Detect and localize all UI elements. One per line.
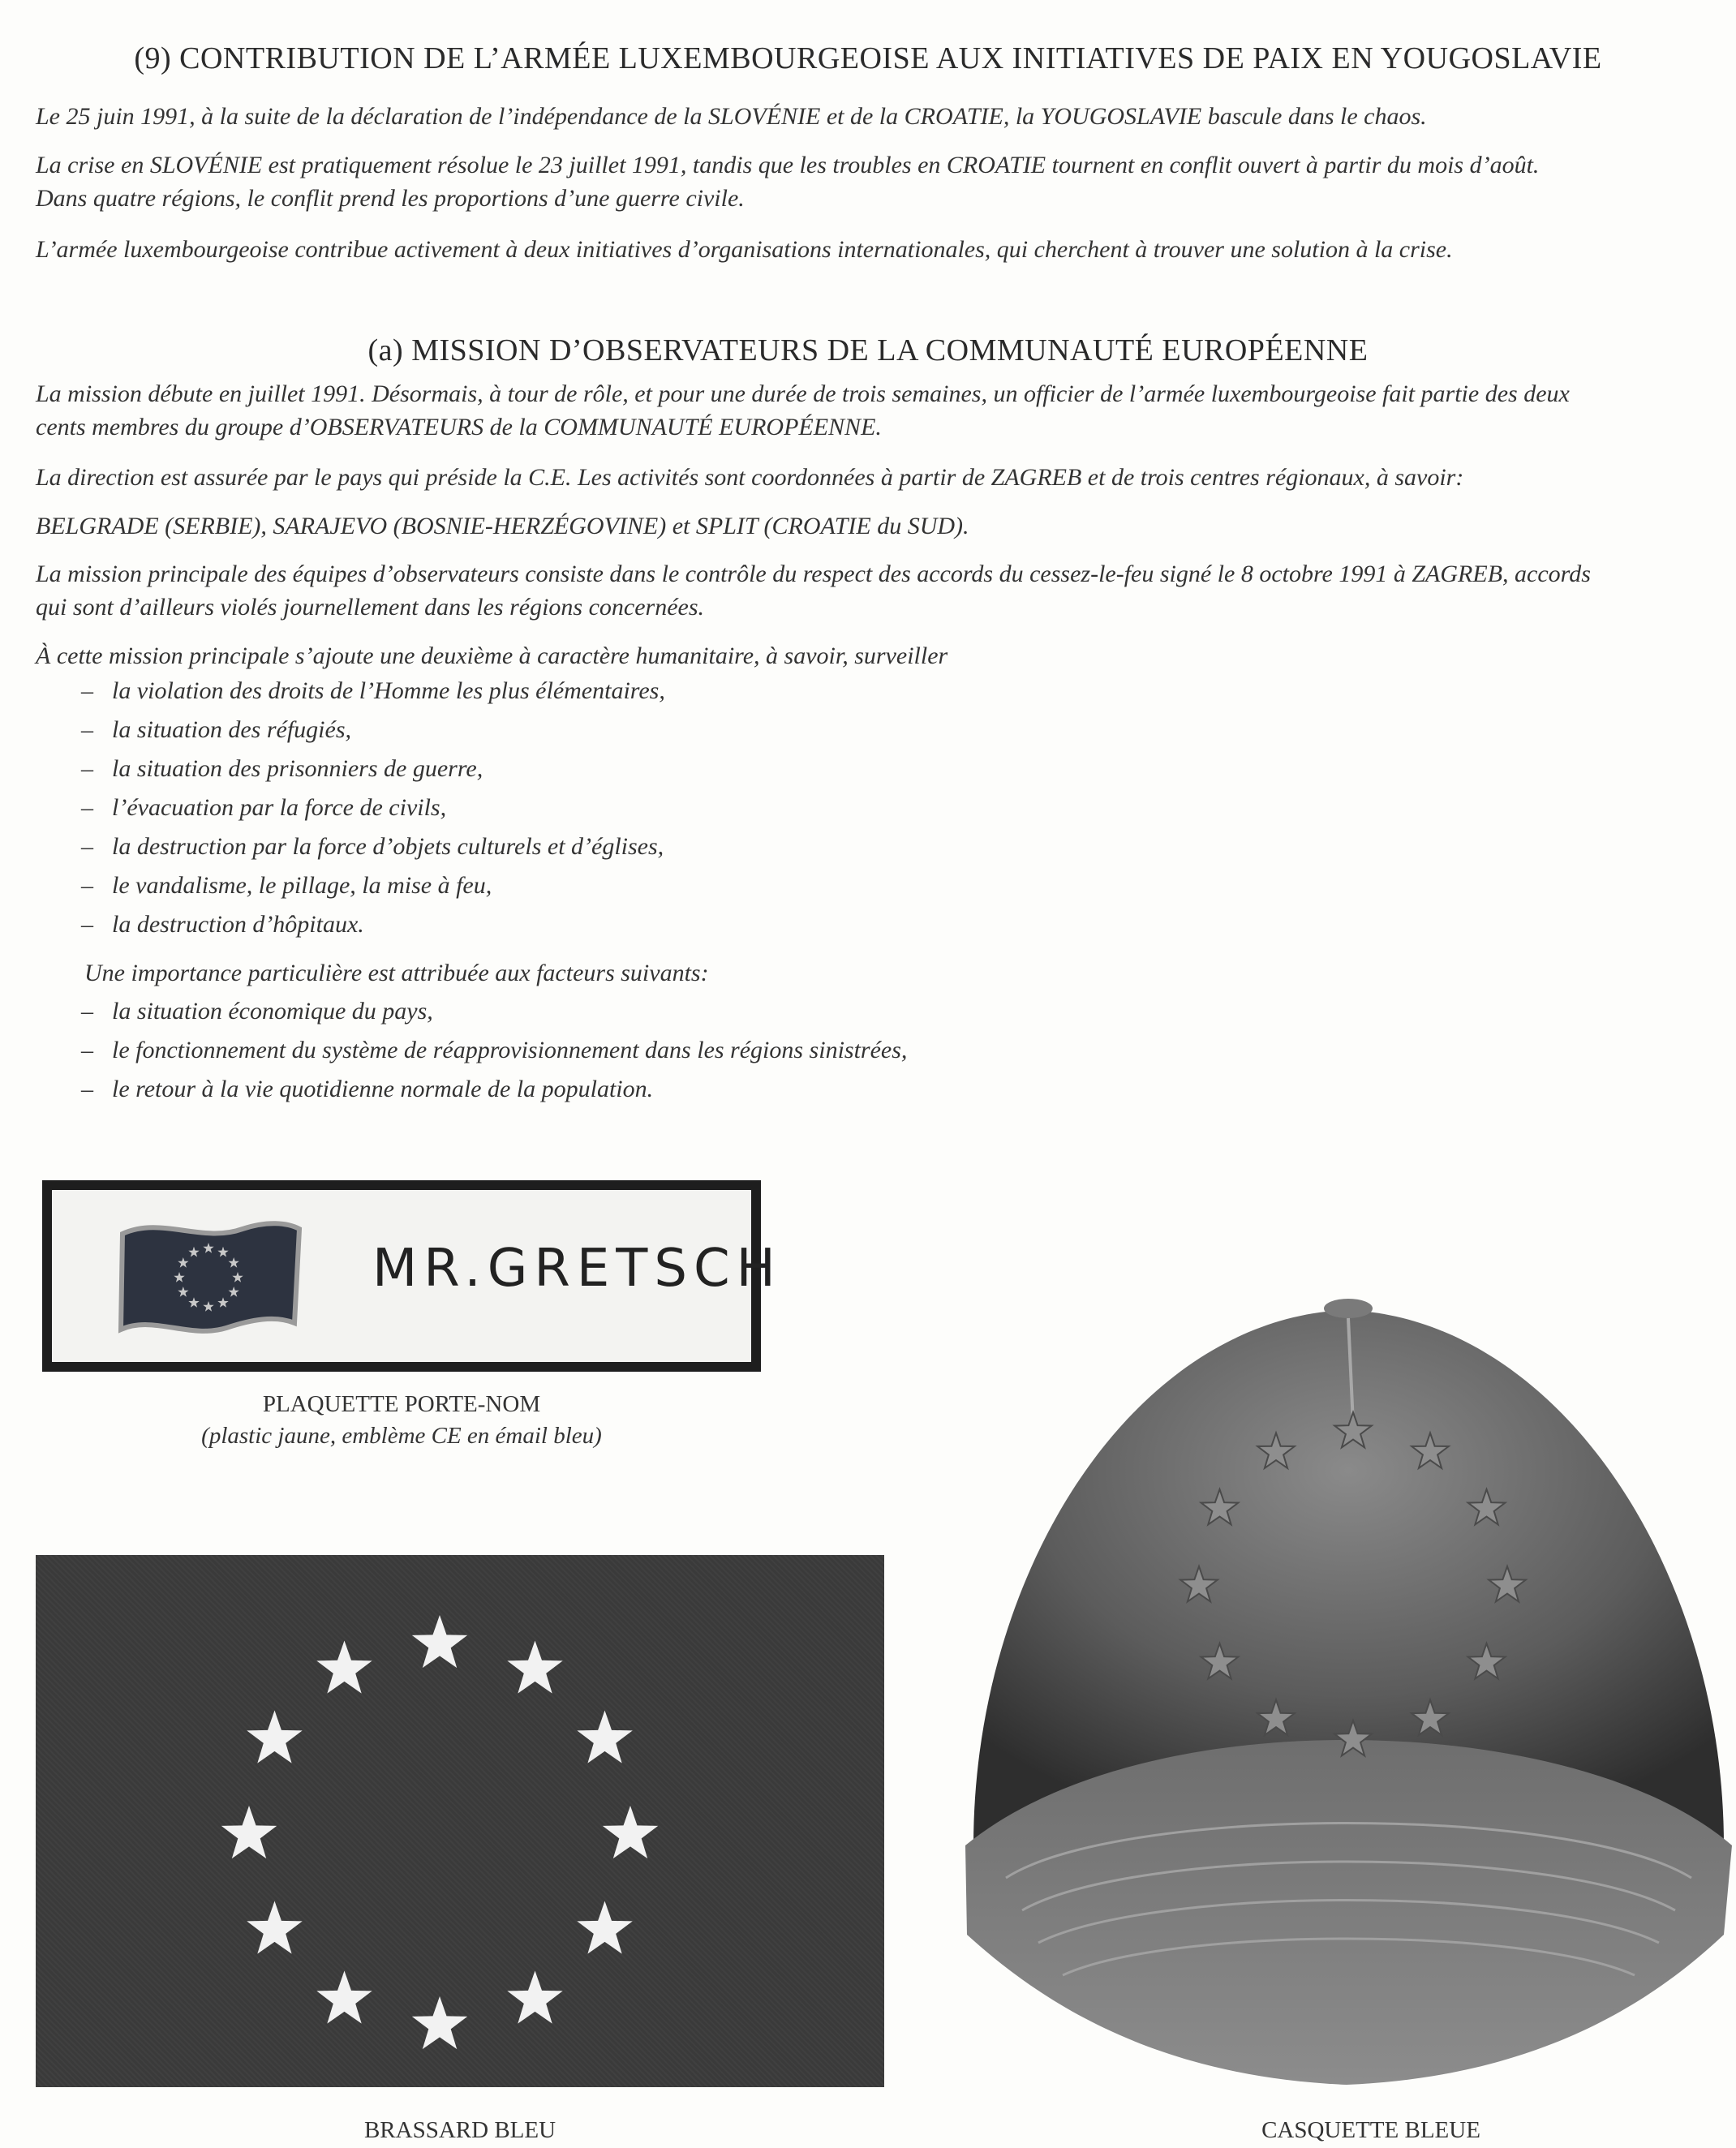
mission-line-5: La mission principale des équipes d’observateurs consiste dans le contrôle du respect des accords du cessez-le-feu signé le 8 octobre 1991 à ZAGREB, accords xyxy=(36,561,1591,587)
list-item-text: la violation des droits de l’Homme les plus élémentaires, xyxy=(112,677,665,704)
armband-caption: BRASSARD BLEU xyxy=(363,2117,556,2143)
section-subheading: (a) MISSION D’OBSERVATEURS DE LA COMMUNAUTÉ EUROPÉENNE xyxy=(367,333,1369,367)
intro-paragraph-3: L’armée luxembourgeoise contribue activement à deux initiatives d’organisations internationales, qui cherchent à trouver une solution à la crise. xyxy=(36,236,1453,263)
eu-stars-icon xyxy=(36,1555,884,2087)
cap-caption: CASQUETTE BLEUE xyxy=(1261,2117,1480,2143)
eu-flag-icon xyxy=(113,1211,307,1341)
armband-star-icon xyxy=(247,1901,303,1954)
list-item xyxy=(81,872,492,900)
list-item xyxy=(81,794,446,822)
name-plate-face xyxy=(52,1190,782,1362)
list-item-text: la situation des réfugiés, xyxy=(112,716,351,743)
list-item-text: l’évacuation par la force de civils, xyxy=(112,794,447,821)
list-item xyxy=(81,716,351,744)
dash-glyph: – xyxy=(81,911,93,938)
armband-star-icon xyxy=(577,1901,633,1954)
dash-glyph: – xyxy=(81,872,93,899)
list-item-text: le vandalisme, le pillage, la mise à feu, xyxy=(112,872,492,899)
mission-line-2: cents membres du groupe d’OBSERVATEURS de la COMMUNAUTÉ EUROPÉENNE. xyxy=(36,414,882,440)
page-heading: (9) CONTRIBUTION DE L’ARMÉE LUXEMBOURGEOISE AUX INITIATIVES DE PAIX EN YOUGOSLAVIE xyxy=(134,41,1602,75)
armband-star-icon xyxy=(221,1806,277,1858)
intro-paragraph-2: La crise en SLOVÉNIE est pratiquement résolue le 23 juillet 1991, tandis que les troubles en CROATIE tournent en conflit ouvert à partir du mois d’août. xyxy=(36,152,1540,178)
blue-cap xyxy=(957,1286,1736,2129)
mission-line-4: BELGRADE (SERBIE), SARAJEVO (BOSNIE-HERZÉGOVINE) et SPLIT (CROATIE du SUD). xyxy=(36,513,969,539)
intro-paragraph-1: Le 25 juin 1991, à la suite de la déclaration de l’indépendance de la SLOVÉNIE et de la CROATIE, la YOUGOSLAVIE bascule dans le chaos. xyxy=(36,103,1427,130)
armband-star-icon xyxy=(247,1711,303,1764)
dash-glyph: – xyxy=(81,794,93,821)
name-plate-caption xyxy=(42,1389,761,1452)
list-item-text: le retour à la vie quotidienne normale de la population. xyxy=(112,1076,654,1102)
list-item xyxy=(81,911,364,939)
dash-glyph: – xyxy=(81,833,93,860)
dash-glyph: – xyxy=(81,755,93,782)
list-item xyxy=(81,998,433,1025)
dash-glyph: – xyxy=(81,716,93,743)
list-item xyxy=(81,755,483,783)
caption-line-2: (plastic jaune, emblème CE en émail bleu) xyxy=(201,1423,602,1449)
mission-line-6: qui sont d’ailleurs violés journellement dans les régions concernées. xyxy=(36,594,705,621)
list-item xyxy=(81,1037,907,1064)
list-item xyxy=(81,1076,653,1103)
intro-paragraph-2b: Dans quatre régions, le conflit prend les proportions d’une guerre civile. xyxy=(36,185,745,212)
armband-star-icon xyxy=(577,1711,633,1764)
armband-star-icon xyxy=(412,1996,467,2049)
caption-line-1: PLAQUETTE PORTE-NOM xyxy=(262,1391,541,1417)
mission-line-7: À cette mission principale s’ajoute une deuxième à caractère humanitaire, à savoir, surveiller xyxy=(36,642,948,669)
cap-icon xyxy=(957,1286,1736,2129)
armband-star-icon xyxy=(316,1971,372,2024)
name-plate-text: MR.GRETSCH xyxy=(372,1239,782,1299)
list-item-text: la situation économique du pays, xyxy=(112,998,433,1025)
armband-star-icon xyxy=(316,1641,372,1694)
list-item xyxy=(81,677,665,705)
list-item-text: la destruction par la force d’objets culturels et d’églises, xyxy=(112,833,664,860)
armband-star-icon xyxy=(507,1971,562,2024)
dash-glyph: – xyxy=(81,1076,93,1102)
blue-armband xyxy=(36,1555,884,2087)
importance-line: Une importance particulière est attribuée aux facteurs suivants: xyxy=(84,960,709,986)
dash-glyph: – xyxy=(81,998,93,1025)
armband-star-icon xyxy=(412,1615,467,1668)
list-item xyxy=(81,833,664,861)
mission-line-3: La direction est assurée par le pays qui préside la C.E. Les activités sont coordonnées à partir de ZAGREB et de trois centres régionaux, à savoir: xyxy=(36,464,1464,491)
list-item-text: le fonctionnement du système de réapprovisionnement dans les régions sinistrées, xyxy=(112,1037,908,1063)
list-item-text: la destruction d’hôpitaux. xyxy=(112,911,364,938)
dash-glyph: – xyxy=(81,1037,93,1063)
mission-line-1: La mission débute en juillet 1991. Désormais, à tour de rôle, et pour une durée de trois semaines, un officier de l’armée luxembourgeoise fait partie des deux xyxy=(36,380,1570,407)
list-item-text: la situation des prisonniers de guerre, xyxy=(112,755,483,782)
dash-glyph: – xyxy=(81,677,93,704)
name-plate xyxy=(42,1180,782,1372)
armband-star-icon xyxy=(603,1806,658,1858)
armband-star-icon xyxy=(507,1641,562,1694)
